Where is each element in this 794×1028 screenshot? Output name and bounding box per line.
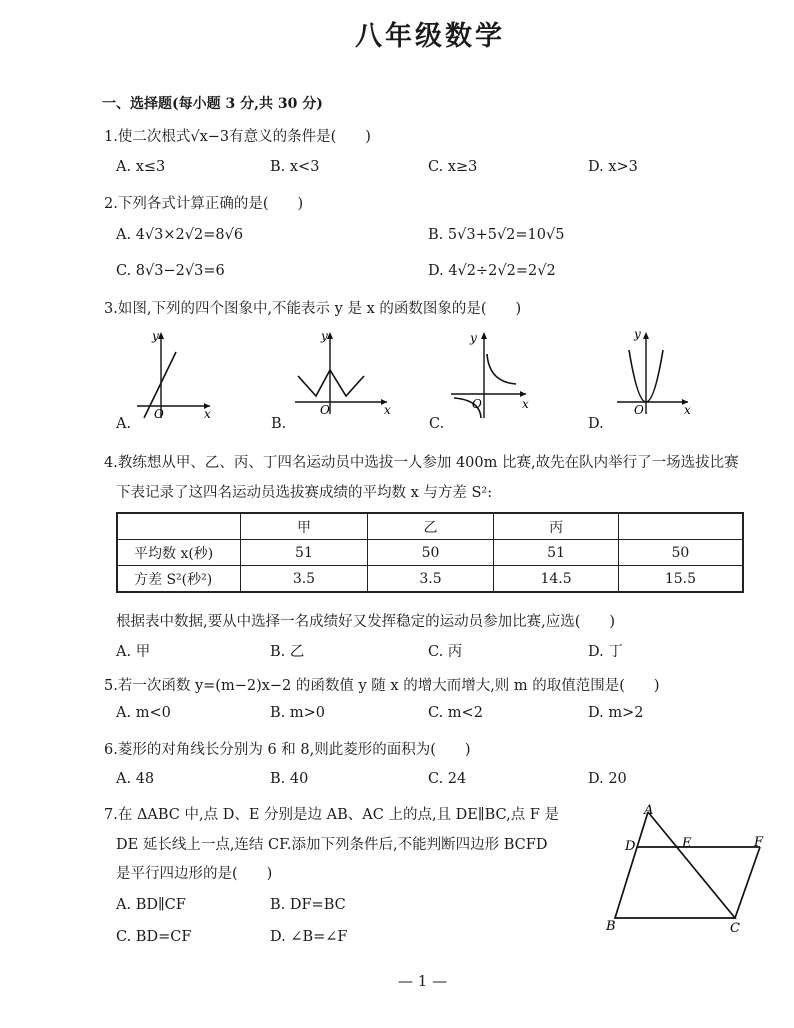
table-cell: 50 <box>367 540 494 566</box>
question-7-option-b[interactable]: B. DF=BC <box>270 897 346 913</box>
table-row-label: 方差 S²(秒²) <box>117 566 241 593</box>
question-7-option-d[interactable]: D. ∠B=∠F <box>270 929 348 945</box>
question-4-option-b[interactable]: B. 乙 <box>270 644 305 660</box>
question-3-option-c[interactable]: C. <box>429 416 445 432</box>
question-4-option-c[interactable]: C. 丙 <box>428 644 463 660</box>
table-cell: 14.5 <box>494 566 619 593</box>
question-1-option-c[interactable]: C. x≥3 <box>428 159 478 175</box>
question-2-option-a[interactable]: A. 4√3×2√2=8√6 <box>116 227 244 243</box>
figure-point-c: C <box>730 921 740 936</box>
table-cell: 15.5 <box>618 566 743 593</box>
question-6-option-a[interactable]: A. 48 <box>116 771 155 787</box>
table-header-row <box>117 513 743 540</box>
page-title: 八年级数学 <box>355 21 505 52</box>
score-table <box>116 512 744 593</box>
question-7-stem-line3: 是平行四边形的是( ) <box>116 866 273 882</box>
graph-d-x-label: x <box>684 403 691 417</box>
figure-point-e: E <box>682 836 692 851</box>
question-2-option-c[interactable]: C. 8√3−2√3=6 <box>116 263 225 279</box>
question-3-option-a[interactable]: A. <box>116 416 132 432</box>
table-cell: 3.5 <box>241 566 368 593</box>
graph-b-origin: O <box>320 403 330 417</box>
graph-c-y-label: y <box>470 331 477 345</box>
table-header-cell <box>117 513 241 540</box>
question-3-option-b[interactable]: B. <box>271 416 287 432</box>
graph-a-origin: O <box>154 407 164 420</box>
question-6-option-b[interactable]: B. 40 <box>270 771 309 787</box>
question-7-option-a[interactable]: A. BD∥CF <box>116 897 186 913</box>
question-6-option-d[interactable]: D. 20 <box>588 771 627 787</box>
graph-b <box>290 322 400 420</box>
graph-b-x-label: x <box>384 403 391 417</box>
figure-point-f: F <box>754 835 764 850</box>
question-1-option-d[interactable]: D. x>3 <box>588 159 638 175</box>
question-5-option-a[interactable]: A. m<0 <box>116 705 171 721</box>
question-2-option-d[interactable]: D. 4√2÷2√2=2√2 <box>428 263 556 279</box>
question-7-figure <box>600 800 775 938</box>
table-row <box>117 540 743 566</box>
question-4-stem-line2: 下表记录了这四名运动员选拔赛成绩的平均数 x 与方差 S²: <box>116 485 493 501</box>
table-cell: 51 <box>241 540 368 566</box>
question-1-option-b[interactable]: B. x<3 <box>270 159 320 175</box>
question-3-stem: 3.如图,下列的四个图象中,不能表示 y 是 x 的函数图象的是( ) <box>104 301 522 317</box>
question-5-option-d[interactable]: D. m>2 <box>588 705 644 721</box>
graph-d-y-label: y <box>634 327 641 341</box>
question-7-option-c[interactable]: C. BD=CF <box>116 929 192 945</box>
question-4-option-d[interactable]: D. 丁 <box>588 644 623 660</box>
graph-a-y-label: y <box>152 329 159 343</box>
table-cell: 51 <box>494 540 619 566</box>
question-4-option-a[interactable]: A. 甲 <box>116 644 151 660</box>
graph-a <box>132 322 222 420</box>
table-row <box>117 566 743 593</box>
table-header-cell <box>618 513 743 540</box>
figure-point-d: D <box>625 839 636 854</box>
page-number: — 1 — <box>398 972 448 990</box>
table-cell: 3.5 <box>367 566 494 593</box>
question-1-stem: 1.使二次根式√x−3有意义的条件是( ) <box>104 129 371 145</box>
question-3-option-d[interactable]: D. <box>588 416 604 432</box>
question-5-option-b[interactable]: B. m>0 <box>270 705 325 721</box>
question-5-stem: 5.若一次函数 y=(m−2)x−2 的函数值 y 随 x 的增大而增大,则 m 的取值范围是( ) <box>104 678 660 694</box>
table-header-cell: 甲 <box>241 513 368 540</box>
graph-d-origin: O <box>634 403 644 417</box>
question-4-stem-line1: 4.教练想从甲、乙、丙、丁四名运动员中选拔一人参加 400m 比赛,故先在队内举行了一场选拔比赛 <box>104 455 739 471</box>
section-heading: 一、选择题(每小题 3 分,共 30 分) <box>102 96 323 112</box>
table-header-cell: 丙 <box>494 513 619 540</box>
table-row-label: 平均数 x(秒) <box>117 540 241 566</box>
question-1-option-a[interactable]: A. x≤3 <box>116 159 166 175</box>
question-5-option-c[interactable]: C. m<2 <box>428 705 483 721</box>
question-2-stem: 2.下列各式计算正确的是( ) <box>104 196 304 212</box>
figure-point-b: B <box>606 919 616 934</box>
graph-b-y-label: y <box>321 329 328 343</box>
question-6-stem: 6.菱形的对角线长分别为 6 和 8,则此菱形的面积为( ) <box>104 742 471 758</box>
graph-c-x-label: x <box>522 397 529 411</box>
graph-c <box>446 322 536 420</box>
graph-d <box>612 322 702 420</box>
question-4-stem-after: 根据表中数据,要从中选择一名成绩好又发挥稳定的运动员参加比赛,应选( ) <box>116 614 616 630</box>
graph-c-origin: O <box>472 397 482 411</box>
table-header-cell: 乙 <box>367 513 494 540</box>
graph-a-x-label: x <box>204 407 211 420</box>
question-7-stem-line2: DE 延长线上一点,连结 CF.添加下列条件后,不能判断四边形 BCFD <box>116 837 548 853</box>
table-cell: 50 <box>618 540 743 566</box>
question-7-stem-line1: 7.在 ΔABC 中,点 D、E 分别是边 AB、AC 上的点,且 DE∥BC,点 F 是 <box>104 807 559 823</box>
question-6-option-c[interactable]: C. 24 <box>428 771 467 787</box>
figure-point-a: A <box>644 803 654 818</box>
question-2-option-b[interactable]: B. 5√3+5√2=10√5 <box>428 227 565 243</box>
